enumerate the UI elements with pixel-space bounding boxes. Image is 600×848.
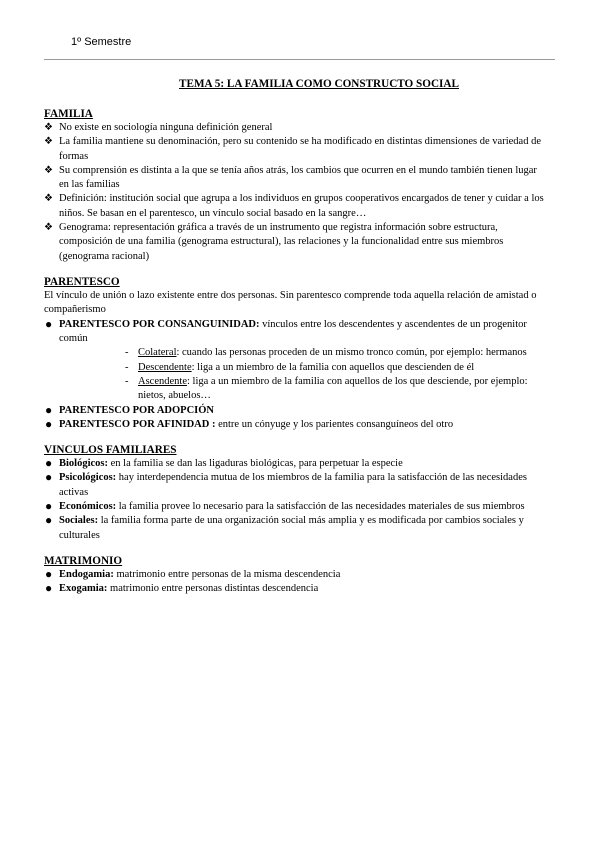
- dash-bullet-icon: -: [125, 361, 129, 373]
- bullet-dot-icon: ●: [45, 470, 53, 485]
- page-header-text: 1º Semestre: [71, 36, 132, 48]
- bullet-dot-icon: ●: [45, 499, 53, 514]
- bullet-dot-icon: ●: [45, 416, 53, 431]
- list-item-adopcion: ● PARENTESCO POR ADOPCIÓN: [45, 402, 214, 417]
- list-item: ● Endogamia: matrimonio entre personas de la misma descendencia: [45, 566, 341, 581]
- vinculos-list: [44, 457, 549, 543]
- bullet-dot-icon: ●: [45, 316, 53, 331]
- diamond-bullet-icon: ❖: [44, 122, 53, 133]
- list-item: ● Sociales: la familia forma parte de una organización social más amplia y es modificada por cambios sociales y culturales: [45, 513, 524, 541]
- section-heading-parentesco: PARENTESCO: [44, 275, 120, 288]
- section-heading-familia: FAMILIA: [44, 108, 93, 120]
- bullet-dot-icon: ●: [45, 513, 53, 528]
- bullet-dot-icon: ●: [45, 581, 53, 596]
- bullet-dot-icon: ●: [45, 566, 53, 581]
- dash-bullet-icon: -: [125, 347, 129, 359]
- document-title: TEMA 5: LA FAMILIA COMO CONSTRUCTO SOCIAL: [179, 78, 459, 90]
- diamond-bullet-icon: ❖: [44, 222, 53, 234]
- sublist-item: - Colateral: cuando las personas proceden de un mismo tronco común, por ejemplo: hermanos: [125, 346, 549, 360]
- list-item: ● Exogamia: matrimonio entre personas distintas descendencia: [45, 581, 319, 596]
- parentesco-list: [44, 318, 549, 432]
- section-matrimonio: [44, 555, 549, 597]
- parentesco-intro: El vínculo de unión o lazo existente entre dos personas. Sin parentesco comprende toda aquella relación de amistad o compañerismo: [44, 289, 537, 316]
- list-item: ● Biológicos: en la familia se dan las ligaduras biológicas, para perpetuar la especie: [45, 456, 403, 471]
- bullet-dot-icon: ●: [45, 402, 53, 417]
- list-item-consanguinidad: ● PARENTESCO POR CONSANGUINIDAD: vínculos entre los descendentes y ascendentes de un progenitor común - Colateral: cuando las personas proceden de un mismo tronco común, por ejemplo: hermanos - Descendente: liga a un miembro de la familia con aquellos que descienden de él - Ascendente: liga a un miembro de la familia con aquellos de los que desciende, por ejemplo: nietos, abuelos…: [44, 318, 549, 404]
- familia-list: [44, 121, 549, 264]
- sublist-item: - Ascendente: liga a un miembro de la familia con aquellos de los que desciende, por ejemplo: nietos, abuelos…: [125, 375, 528, 402]
- list-item: ❖ La familia mantiene su denominación, pero su contenido se ha modificado en distintas dimensiones de variedad de formas: [44, 136, 541, 162]
- header-divider: [44, 59, 555, 60]
- section-vinculos: [44, 444, 549, 543]
- section-familia: [44, 108, 549, 264]
- section-heading-vinculos: VINCULOS FAMILIARES: [44, 444, 177, 457]
- consanguinidad-sublist: [59, 346, 549, 403]
- diamond-bullet-icon: ❖: [44, 136, 53, 148]
- list-item: ❖ Definición: institución social que agrupa a los individuos en grupos cooperativos encargados de tener y cuidar a los niños. Se basan en el parentesco, un vínculo social basado en la sangre…: [44, 193, 544, 219]
- section-heading-matrimonio: MATRIMONIO: [44, 554, 123, 567]
- list-item: ● Económicos: la familia provee lo necesario para la satisfacción de las necesidades materiales de sus miembros: [45, 499, 525, 514]
- document-body: [44, 78, 549, 609]
- list-item: ● Psicológicos: hay interdependencia mutua de los miembros de la familia para la satisfacción de las necesidades activas: [45, 470, 527, 498]
- bullet-dot-icon: ●: [45, 456, 53, 471]
- list-item-afinidad: ● PARENTESCO POR AFINIDAD : entre un cónyuge y los parientes consanguíneos del otro: [45, 416, 454, 431]
- list-item: ❖ No existe en sociología ninguna definición general: [44, 121, 549, 135]
- dash-bullet-icon: -: [125, 375, 129, 387]
- sublist-item: - Descendente: liga a un miembro de la familia con aquellos que descienden de él: [125, 361, 549, 375]
- list-item: ❖ Genograma: representación gráfica a través de un instrumento que registra información sobre estructura, composición de una familia (genograma estructural), las relaciones y la funcionalidad entre sus miembros (genograma racional): [44, 222, 504, 262]
- diamond-bullet-icon: ❖: [44, 164, 53, 176]
- diamond-bullet-icon: ❖: [44, 193, 53, 205]
- list-item: ❖ Su comprensión es distinta a la que se tenía años atrás, los cambios que ocurren en el mundo también tienen lugar en las familias: [44, 164, 537, 191]
- section-parentesco: [44, 276, 549, 432]
- matrimonio-list: [44, 568, 549, 597]
